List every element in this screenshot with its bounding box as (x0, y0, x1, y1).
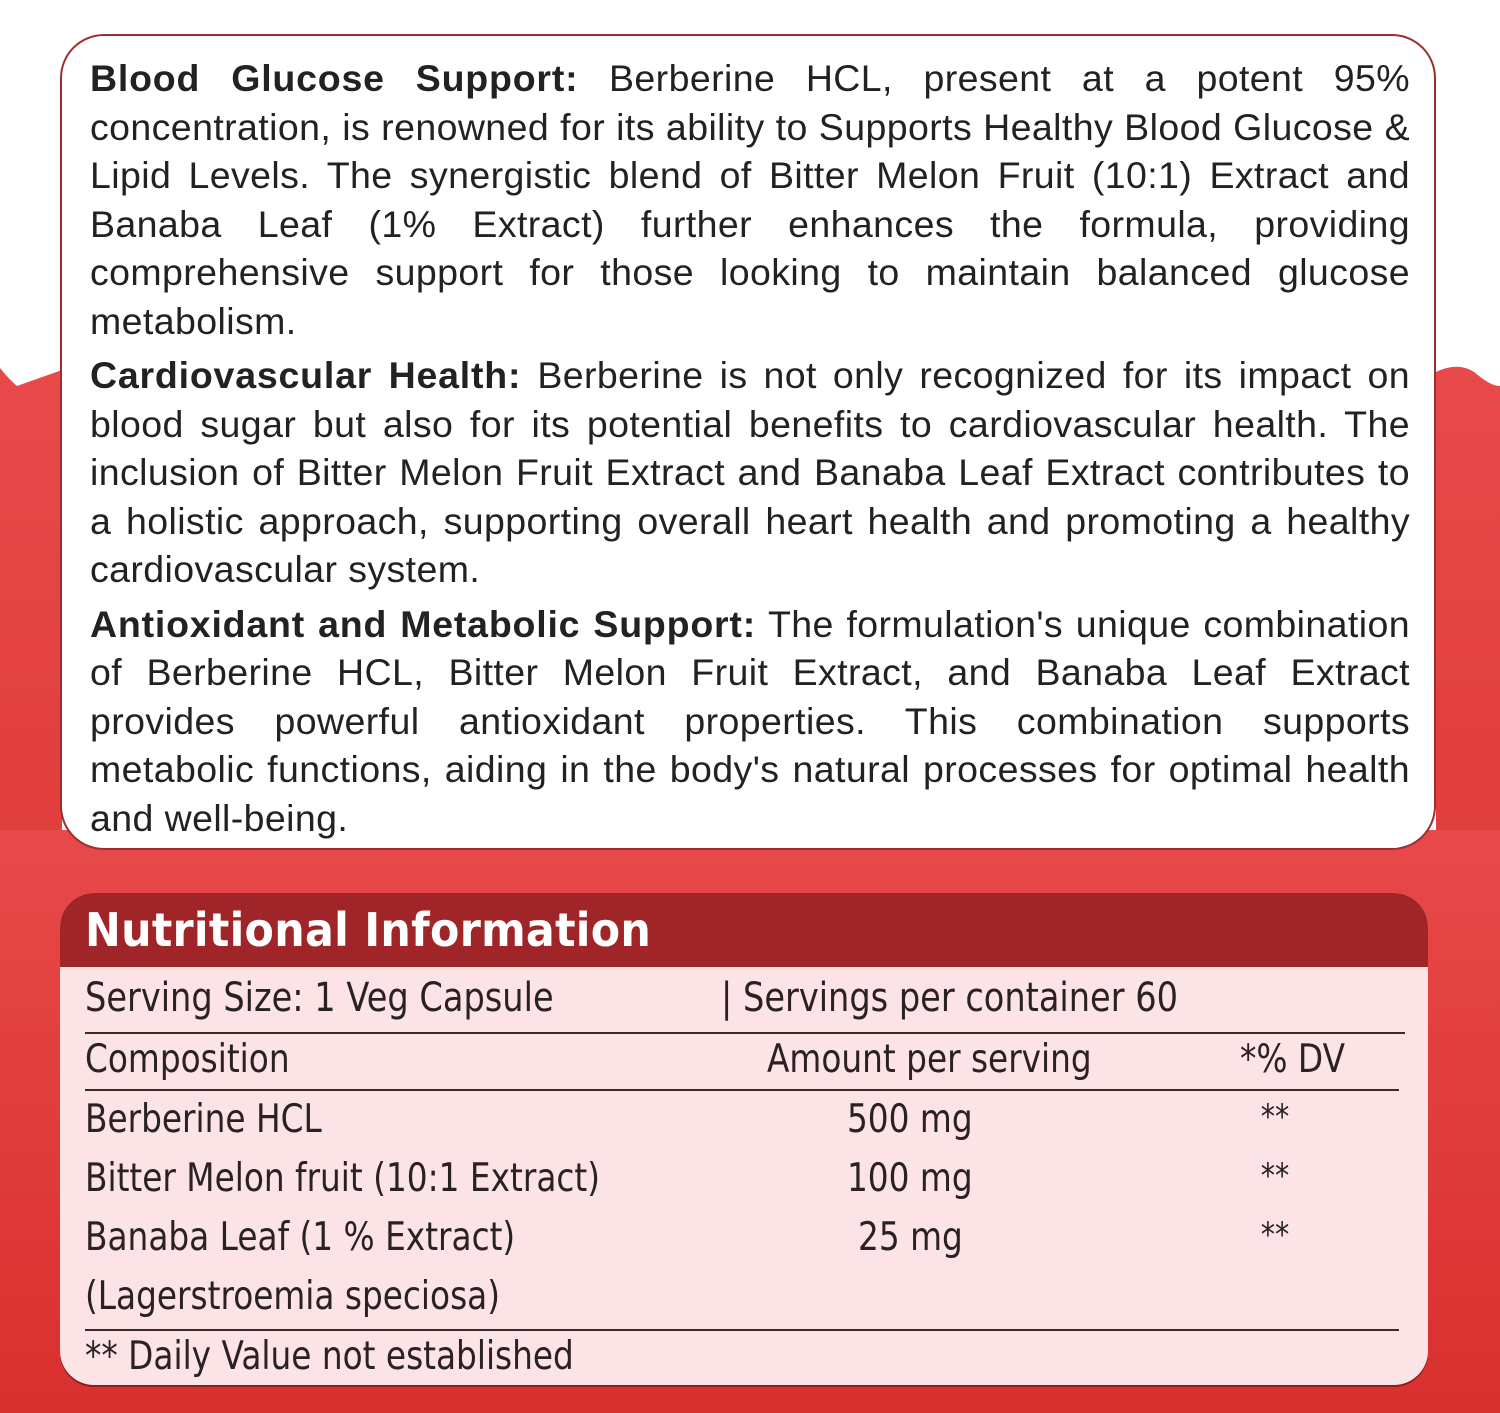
ingredient-amount: 25 mg (857, 1215, 963, 1260)
table-row (85, 1156, 1405, 1212)
benefits-card (60, 34, 1436, 850)
ingredient-amount: 500 mg (847, 1097, 973, 1142)
divider (85, 1089, 1399, 1091)
nutrition-title: Nutritional Information (85, 903, 652, 957)
benefit-blood-glucose (90, 54, 1410, 345)
ingredient-dv: ** (1260, 1215, 1290, 1255)
footnote-text: ** Daily Value not established (85, 1334, 574, 1379)
table-header-row (85, 1037, 1405, 1093)
benefit-text: The formulation's unique combination of Berberine HCL, Bitter Melon Fruit Extract, and Banaba Leaf Extract provides powerful antioxidant properties. This combination supports metabolic functions, aiding in the body's natural processes for optimal health and well-being. (90, 602, 1410, 839)
column-header-composition: Composition (85, 1037, 290, 1082)
benefit-text: Berberine HCL, present at a potent 95% concentration, is renowned for its ability to Supports Healthy Blood Glucose & Lipid Levels. The synergistic blend of Bitter Melon Fruit (10:1) Extract and Banaba Leaf (1% Extract) further enhances the formula, providing comprehensive support for those looking to maintain balanced glucose metabolism. (90, 57, 1410, 342)
table-row (85, 1215, 1405, 1271)
nutrition-panel (60, 893, 1428, 1385)
ingredient-name: Berberine HCL (85, 1097, 322, 1142)
serving-size: Serving Size: 1 Veg Capsule (85, 975, 554, 1021)
divider (85, 1329, 1399, 1331)
benefit-title: Antioxidant and Metabolic Support: (90, 602, 756, 645)
table-row (85, 1274, 1405, 1330)
nutrition-header (60, 893, 1428, 967)
ingredient-dv: ** (1260, 1156, 1290, 1196)
divider (85, 1032, 1405, 1034)
table-row (85, 1097, 1405, 1153)
benefit-cardiovascular (90, 351, 1410, 594)
column-header-amount: Amount per serving (767, 1037, 1092, 1082)
servings-per-container: | Servings per container 60 (721, 975, 1178, 1021)
benefit-title: Blood Glucose Support: (90, 57, 579, 99)
ingredient-dv: ** (1260, 1097, 1290, 1137)
footnote (85, 1334, 667, 1379)
benefit-antioxidant (90, 600, 1410, 843)
serving-info-row (85, 975, 1405, 1035)
ingredient-name: (Lagerstroemia speciosa) (85, 1274, 500, 1319)
benefit-title: Cardiovascular Health: (90, 354, 522, 396)
column-header-dv: *% DV (1240, 1037, 1345, 1082)
ingredient-name: Banaba Leaf (1 % Extract) (85, 1215, 516, 1260)
benefit-text: Berberine is not only recognized for its impact on blood sugar but also for its potential benefits to cardiovascular health. The inclusion of Bitter Melon Fruit Extract and Banaba Leaf Extract contributes to a holistic approach, supporting overall heart health and promoting a healthy cardiovascular system. (90, 354, 1410, 590)
ingredient-name: Bitter Melon fruit (10:1 Extract) (85, 1156, 601, 1201)
ingredient-amount: 100 mg (847, 1156, 973, 1201)
